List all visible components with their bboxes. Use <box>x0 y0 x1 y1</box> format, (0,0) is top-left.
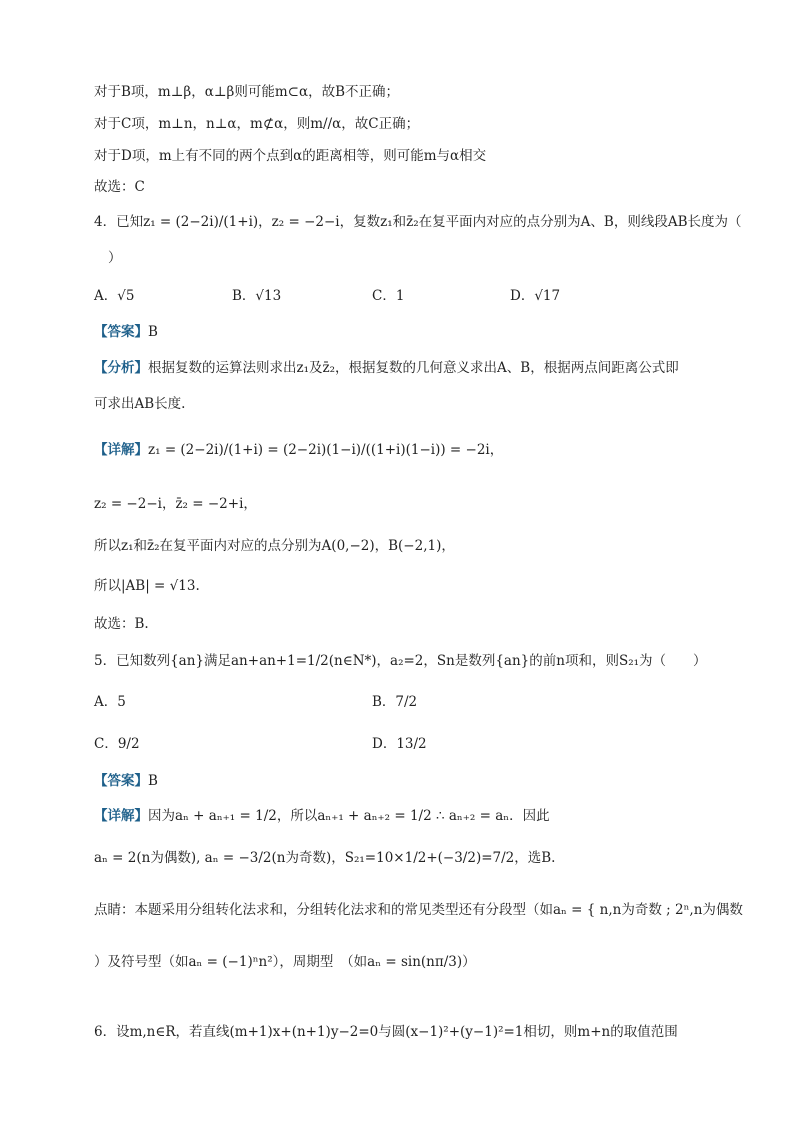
line-d: 对于D项，m上有不同的两个点到α的距离相等，则可能m与α相交 <box>94 148 487 164</box>
analysis-4-cont: 可求出AB长度. <box>94 396 186 412</box>
detail-4-choose: 故选：B. <box>94 616 149 632</box>
detail-text: z₁ = (2−2i)/(1+i) = (2−2i)(1−i)/((1+i)(1−i)) = −2i， <box>148 442 504 458</box>
question-4: 4．已知z₁ = (2−2i)/(1+i)，z₂ = −2−i，复数z₁和z̄₂在复平面内对应的点分别为A、B，则线段AB长度为（ <box>94 214 742 230</box>
line-choose-c: 故选：C <box>94 179 145 195</box>
q5-option-b: B．7/2 <box>372 694 418 710</box>
answer-5 <box>94 771 700 791</box>
answer-tag: 【答案】 <box>94 324 148 340</box>
detail-tag: 【详解】 <box>94 442 148 458</box>
q4-option-a: A．√5 <box>94 288 135 304</box>
answer-tag: 【答案】 <box>94 773 148 789</box>
answer-value: B <box>148 324 158 340</box>
question-5: 5．已知数列{an}满足an+an+1=1/2(n∈N*)，a₂=2，Sn是数列{an}的前n项和，则S₂₁为（ ） <box>94 653 707 669</box>
detail-4-length: 所以|AB| = √13. <box>94 578 200 594</box>
line-c: 对于C项，m⊥n，n⊥α，m⊄α，则m//α，故C正确； <box>94 116 420 132</box>
q4-option-c: C．1 <box>372 288 405 304</box>
q5-option-d: D．13/2 <box>372 736 427 752</box>
q4-option-d: D．√17 <box>510 288 561 304</box>
detail-5 <box>94 806 700 826</box>
q5-option-c: C．9/2 <box>94 736 140 752</box>
detail-tag: 【详解】 <box>94 808 148 824</box>
detail-5-formula: aₙ = 2(n为偶数), aₙ = −3/2(n为奇数)，S₂₁=10×1/2+(−3/2)=7/2，选B. <box>94 850 556 866</box>
q4-option-b: B．√13 <box>232 288 282 304</box>
analysis-tag: 【分析】 <box>94 360 148 376</box>
analysis-4 <box>94 358 700 378</box>
line-b: 对于B项，m⊥β，α⊥β则可能m⊂α，故B不正确； <box>94 84 399 100</box>
detail-text: 因为aₙ + aₙ₊₁ = 1/2，所以aₙ₊₁ + aₙ₊₂ = 1/2 ∴ aₙ₊₂ = aₙ．因此 <box>148 808 550 824</box>
answer-4 <box>94 322 700 342</box>
question-6: 6．设m,n∈R，若直线(m+1)x+(n+1)y−2=0与圆(x−1)²+(y−1)²=1相切，则m+n的取值范围 <box>94 1024 678 1040</box>
detail-4 <box>94 440 700 460</box>
detail-4-points: 所以z₁和z̄₂在复平面内对应的点分别为A(0,−2)，B(−2,1)， <box>94 538 455 554</box>
note-5: 点睛：本题采用分组转化法求和，分组转化法求和的常见类型还有分段型（如aₙ = { n,n为奇数 ; 2ⁿ,n为偶数 <box>94 902 743 918</box>
q5-option-a: A．5 <box>94 694 126 710</box>
note-5-cont: ）及符号型（如aₙ = (−1)ⁿn²），周期型 （如aₙ = sin(nπ/3)） <box>94 954 476 970</box>
analysis-text: 根据复数的运算法则求出z₁及z̄₂，根据复数的几何意义求出A、B，根据两点间距离公式即 <box>148 360 679 376</box>
question-4-paren: ） <box>108 250 122 266</box>
answer-value: B <box>148 773 158 789</box>
detail-4-z2: z₂ = −2−i，z̄₂ = −2+i， <box>94 496 257 512</box>
